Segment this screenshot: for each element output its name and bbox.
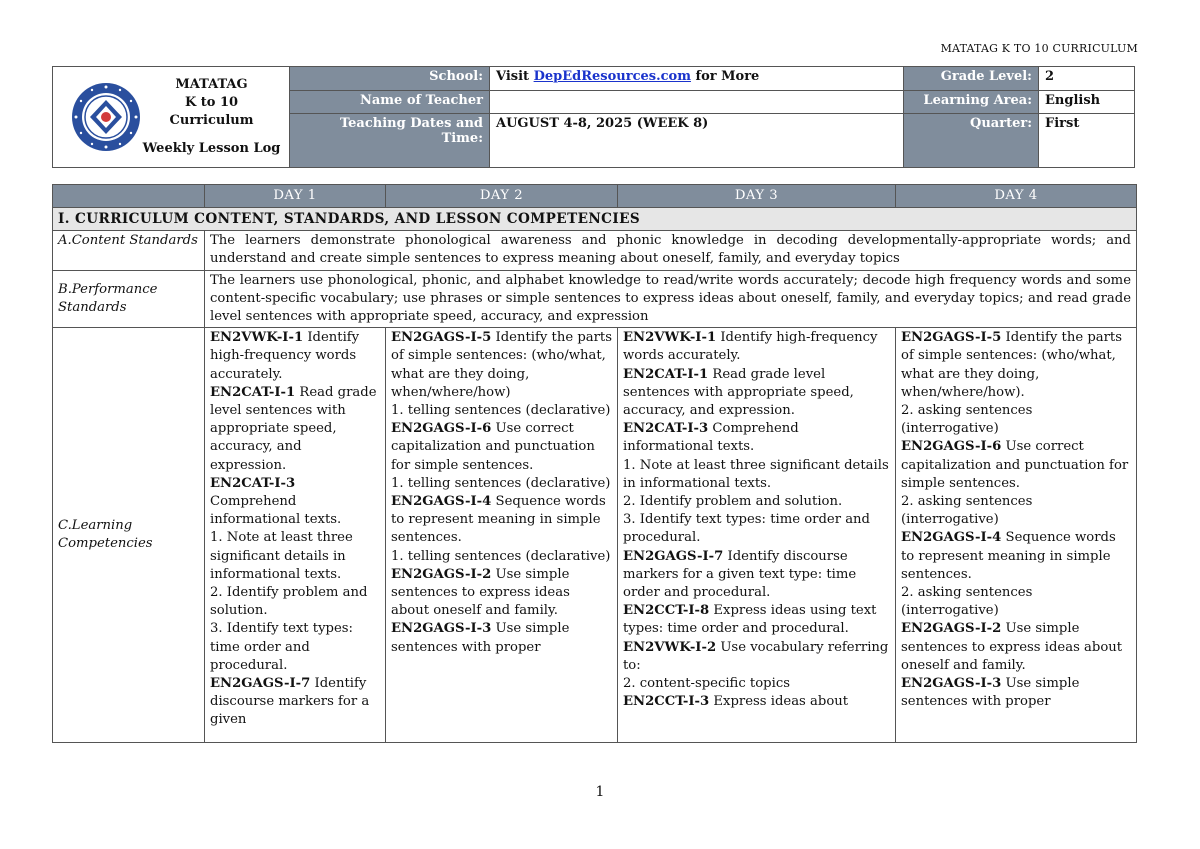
competency-text: 2. asking sentences (interrogative)	[901, 403, 1033, 437]
quarter-label: Quarter:	[904, 114, 1039, 168]
school-suffix: for More	[690, 69, 760, 84]
competency-code: EN2GAGS-I-5	[391, 330, 492, 346]
logo-line-weekly-log: Weekly Lesson Log	[142, 141, 281, 156]
competency-text: Use simple sentences to express ideas about oneself and family.	[901, 621, 1123, 673]
competency-item	[391, 402, 612, 420]
competency-item	[391, 566, 612, 621]
competency-item	[901, 529, 1131, 584]
competency-text: Use correct capitalization and punctuation for simple sentences.	[391, 421, 595, 473]
competency-item	[623, 548, 890, 603]
competency-text: 1. Note at least three significant details in informational texts.	[623, 457, 889, 491]
competency-code: EN2GAGS-I-3	[901, 676, 1002, 692]
competency-text: Read grade level sentences with appropriate speed, accuracy, and expression.	[623, 366, 854, 419]
competency-item	[623, 493, 890, 511]
competency-item	[391, 548, 612, 566]
competency-text: Use simple sentences to express ideas about oneself and family.	[391, 566, 570, 619]
competency-text: Comprehend informational texts.	[623, 421, 799, 455]
competency-code: EN2GAGS-I-7	[623, 548, 724, 564]
competency-text: 2. asking sentences (interrogative)	[901, 494, 1033, 528]
corner-header	[53, 185, 205, 208]
day1-competency-list	[210, 329, 380, 741]
day3-competency-list	[623, 329, 890, 741]
competency-code: EN2CAT-I-1	[210, 384, 296, 400]
competency-item	[210, 620, 380, 675]
competency-text: 1. telling sentences (declarative)	[391, 548, 611, 564]
logo-cell	[53, 67, 290, 168]
logo-text	[142, 76, 281, 158]
competency-code: EN2VWK-I-1	[210, 330, 304, 346]
grade-level-value: 2	[1039, 67, 1135, 91]
competency-item	[623, 511, 890, 547]
competency-text: 1. Note at least three significant details in informational texts.	[210, 530, 353, 582]
running-header: MATATAG K TO 10 CURRICULUM	[940, 42, 1138, 55]
competency-text: 1. telling sentences (declarative)	[391, 403, 611, 419]
content-standards-text: The learners demonstrate phonological awareness and phonic knowledge in decoding developmentally-appropriate words; and understand and create simple sentences to express meaning about oneself, family, and everyday topics	[205, 231, 1137, 270]
school-value	[490, 67, 904, 91]
competency-code: EN2VWK-I-1	[623, 330, 717, 346]
competency-code: EN2GAGS-I-3	[391, 621, 492, 637]
competency-code: EN2CAT-I-3	[623, 421, 709, 437]
competency-item	[623, 693, 890, 711]
page-number: 1	[595, 784, 605, 800]
competency-code: EN2GAGS-I-6	[391, 421, 492, 437]
competency-item	[623, 639, 890, 675]
lesson-log-table	[52, 184, 1137, 743]
competency-text: Identify discourse markers for a given	[210, 676, 370, 728]
competency-code: EN2CCT-I-3	[623, 694, 710, 710]
content-standards-label: A.Content Standards	[53, 231, 205, 270]
competency-item	[623, 420, 890, 456]
competency-text: 2. Identify problem and solution.	[210, 585, 368, 619]
teacher-value	[490, 91, 904, 114]
competency-item	[901, 675, 1131, 711]
school-prefix: Visit	[496, 69, 534, 84]
school-link[interactable]: DepEdResources.com	[533, 69, 691, 84]
competency-item	[623, 457, 890, 493]
day4-competency-list	[901, 329, 1131, 741]
competency-text: Use simple sentences with proper	[391, 621, 570, 655]
competency-item	[391, 620, 612, 656]
competency-text: 3. Identify text types: time order and procedural.	[210, 621, 354, 673]
day1-competencies	[205, 328, 386, 743]
day2-header: DAY 2	[386, 185, 618, 208]
performance-standards-label: B.Performance Standards	[53, 270, 205, 328]
grade-level-label: Grade Level:	[904, 67, 1039, 91]
logo-line-matatag: MATATAG	[175, 77, 248, 92]
competency-text: Read grade level sentences with appropriate speed, accuracy, and expression.	[210, 384, 377, 473]
dates-value: AUGUST 4-8, 2025 (WEEK 8)	[490, 114, 904, 168]
competency-item	[210, 675, 380, 730]
competency-code: EN2GAGS-I-4	[901, 530, 1002, 546]
section-title: I. CURRICULUM CONTENT, STANDARDS, AND LESSON COMPETENCIES	[53, 208, 1137, 231]
quarter-value: First	[1039, 114, 1135, 168]
deped-seal-icon	[70, 81, 142, 153]
competency-text: 2. asking sentences (interrogative)	[901, 585, 1033, 619]
day3-competencies	[618, 328, 896, 743]
competency-item	[901, 620, 1131, 675]
dates-label: Teaching Dates and Time:	[290, 114, 490, 168]
competency-text: Identify the parts of simple sentences: (who/what, what are they doing, when/where/how).	[901, 330, 1122, 400]
competency-item	[623, 366, 890, 421]
competency-text: 2. content-specific topics	[623, 676, 790, 692]
day1-header: DAY 1	[205, 185, 386, 208]
competency-code: EN2GAGS-I-2	[391, 566, 492, 582]
competency-text: Identify the parts of simple sentences: (who/what, what are they doing, when/where/how)	[391, 330, 612, 400]
competency-item	[391, 329, 612, 402]
competency-text: Use correct capitalization and punctuation for simple sentences.	[901, 439, 1129, 491]
competency-item	[901, 584, 1131, 620]
competency-item	[901, 329, 1131, 402]
day2-competencies	[386, 328, 618, 743]
logo-line-curriculum: K to 10 Curriculum	[169, 95, 254, 128]
competency-code: EN2CCT-I-8	[623, 603, 710, 619]
competency-item	[391, 493, 612, 548]
competency-text: Identify high-frequency words accurately.	[623, 330, 878, 364]
learning-competencies-label: C.Learning Competencies	[53, 328, 205, 743]
competency-item	[901, 402, 1131, 438]
day2-competency-list	[391, 329, 612, 741]
school-label: School:	[290, 67, 490, 91]
competency-text: Sequence words to represent meaning in simple sentences.	[391, 494, 606, 546]
competency-code: EN2GAGS-I-6	[901, 439, 1002, 455]
competency-item	[901, 493, 1131, 529]
competency-item	[391, 475, 612, 493]
competency-text: Express ideas about	[709, 694, 849, 710]
competency-item	[210, 384, 380, 475]
competency-item	[391, 420, 612, 475]
competency-item	[210, 329, 380, 384]
competency-text: Sequence words to represent meaning in simple sentences.	[901, 530, 1116, 582]
competency-item	[210, 584, 380, 620]
competency-text: Use vocabulary referring to:	[623, 639, 889, 673]
day4-competencies	[896, 328, 1137, 743]
competency-code: EN2GAGS-I-2	[901, 621, 1002, 637]
teacher-label: Name of Teacher	[290, 91, 490, 114]
competency-text: Identify high-frequency words accurately.	[210, 330, 360, 382]
competency-code: EN2VWK-I-2	[623, 639, 717, 655]
competency-code: EN2CAT-I-1	[623, 366, 709, 382]
day3-header: DAY 3	[618, 185, 896, 208]
competency-code: EN2CAT-I-3	[210, 475, 296, 491]
competency-item	[623, 602, 890, 638]
competency-item	[901, 438, 1131, 493]
competency-item	[210, 475, 380, 530]
competency-text: 2. Identify problem and solution.	[623, 494, 843, 510]
competency-code: EN2GAGS-I-4	[391, 494, 492, 510]
competency-text: 3. Identify text types: time order and procedural.	[623, 512, 870, 546]
performance-standards-text: The learners use phonological, phonic, and alphabet knowledge to read/write words accurately; decode high frequency words and some content-specific vocabulary; use phrases or simple sentences to express ideas about oneself, family, and everyday topics; and read grade level sentences with appropriate speed, accuracy, and expression	[205, 270, 1137, 328]
competency-text: Express ideas using text types: time order and procedural.	[623, 603, 877, 637]
competency-text: 1. telling sentences (declarative)	[391, 475, 611, 491]
learning-area-value: English	[1039, 91, 1135, 114]
competency-text: Identify discourse markers for a given text type: time order and procedural.	[623, 548, 857, 601]
competency-text: Comprehend informational texts.	[210, 494, 342, 528]
competency-item	[623, 675, 890, 693]
learning-area-label: Learning Area:	[904, 91, 1039, 114]
competency-code: EN2GAGS-I-7	[210, 676, 311, 692]
competency-item	[623, 329, 890, 365]
competency-text: Use simple sentences with proper	[901, 676, 1080, 710]
competency-item	[210, 529, 380, 584]
day4-header: DAY 4	[896, 185, 1137, 208]
header-table	[52, 66, 1135, 168]
competency-code: EN2GAGS-I-5	[901, 330, 1002, 346]
